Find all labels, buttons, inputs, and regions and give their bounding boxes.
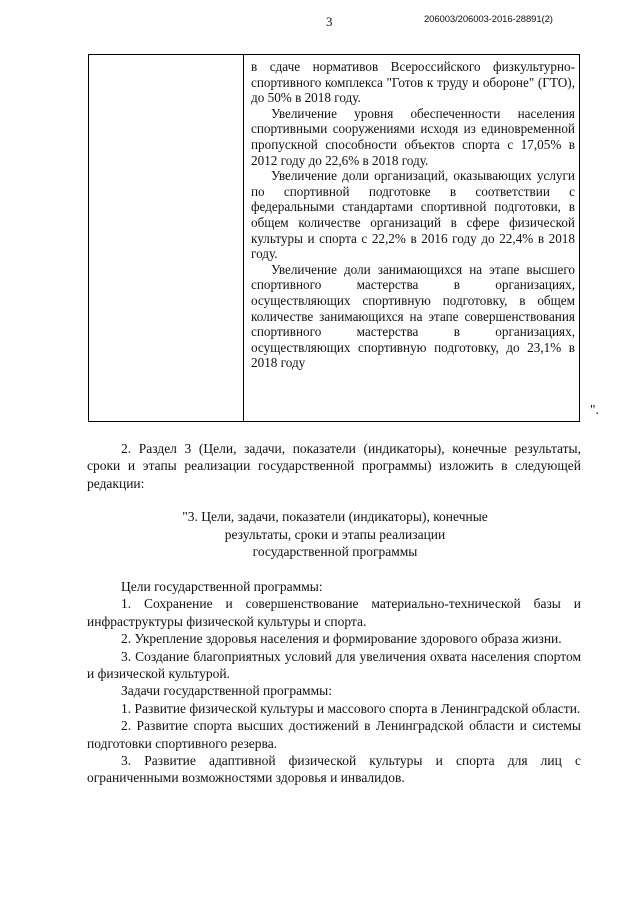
table-paragraph: Увеличение доли занимающихся на этапе высшего спортивного мастерства в организациях, осуществляющих спортивную подготовку, в общем количестве занимающихся на этапе совершенствования спортивного мастерства в организациях, осуществляющих спортивную подготовку, до 23,1% в 2018 году	[251, 261, 575, 371]
section-heading	[120, 508, 550, 561]
section-heading-line: "3. Цели, задачи, показатели (индикаторы), конечные	[182, 509, 488, 524]
table-paragraph: Увеличение доли организаций, оказывающих услуги по спортивной подготовке в соответствии с федеральными стандартами спортивной подготовки, в общем количестве организаций в сфере физической культуры и спорта с 22,2% в 2016 году до 22,4% в 2018 году.	[251, 168, 575, 262]
goals-title: Цели государственной программы:	[121, 579, 323, 594]
goal-item: 3. Создание благоприятных условий для увеличения охвата населения спортом и физической культурой.	[87, 648, 581, 682]
goals-and-tasks	[87, 578, 581, 787]
table-paragraph: в сдаче нормативов Всероссийского физкультурно-спортивного комплекса "Готов к труду и обороне" (ГТО), до 50% в 2018 году.	[251, 59, 575, 106]
section-heading-line: результаты, сроки и этапы реализации	[224, 526, 446, 542]
indicators-table	[88, 54, 580, 422]
closing-quote-mark: ".	[590, 402, 599, 417]
page-number: 3	[326, 14, 333, 29]
table-cell-indicators	[251, 59, 575, 371]
goal-item: 2. Укрепление здоровья населения и формирование здорового образа жизни.	[121, 631, 562, 647]
amendment-paragraph: 2. Раздел 3 (Цели, задачи, показатели (индикаторы), конечные результаты, сроки и этапы реализации государственной программы) изложить в следующей редакции:	[87, 441, 581, 491]
task-item: 3. Развитие адаптивной физической культуры и спорта для лиц с ограниченными возможностями здоровья и инвалидов.	[87, 753, 581, 786]
document-code: 206003/206003-2016-28891(2)	[424, 14, 553, 25]
task-item: 2. Развитие спорта высших достижений в Ленинградской области и системы подготовки спортивного резерва.	[87, 718, 581, 751]
section-heading-line: государственной программы	[252, 544, 418, 560]
tasks-title: Задачи государственной программы:	[121, 683, 332, 699]
task-item: 1. Развитие физической культуры и массового спорта в Ленинградской области.	[121, 700, 581, 716]
table-column-divider	[243, 55, 244, 421]
goal-item: 1. Сохранение и совершенствование материально-технической базы и инфраструктуры физической культуры и спорта.	[87, 596, 581, 629]
table-paragraph: Увеличение уровня обеспеченности населения спортивными сооружениями исходя из единовременной пропускной способности объектов спорта с 17,05% в 2012 году до 22,6% в 2018 году.	[251, 105, 575, 168]
